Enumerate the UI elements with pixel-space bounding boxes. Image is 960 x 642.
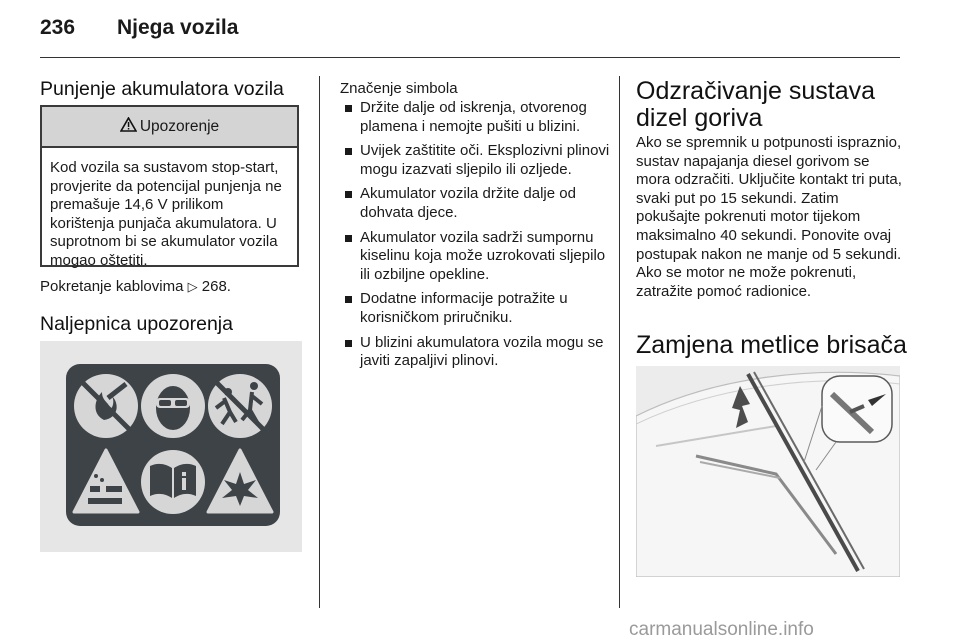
jump-start-reference — [40, 278, 231, 297]
list-item: Akumulator vozila držite dalje od dohvata djece. — [340, 185, 610, 222]
warning-title: Upozorenje — [139, 117, 220, 135]
page-reference-icon: ▷ — [187, 279, 198, 294]
jump-start-text: Pokretanje kablovima — [40, 278, 184, 295]
page-number: 236 — [40, 16, 76, 39]
no-flames-icon — [74, 374, 138, 438]
list-item: Dodatne informacije potražite u korisničkom priručniku. — [340, 290, 610, 327]
diesel-bleeding-text: Ako se spremnik u potpunosti ispraznio, sustav napajanja diesel gorivom se mora odzračiti. Uključite kontakt tri puta, svaki put po 15 sekundi. Zatim pokušajte pokrenuti motor tijekom maksimalno 40 sekundi. Ponovite ovaj postupak nakon ne manje od 5 sekundi. Ako se motor ne može pokrenuti, zatražite pomoć radionice. — [636, 134, 902, 300]
column-divider-right — [619, 76, 620, 608]
header-rule — [40, 57, 900, 58]
warning-text: Kod vozila sa sustavom stop-start, provjerite da potencijal punjenja ne premašuje 14,6 V prilikom korištenja punjača akumulatora. U suprotnom bi se akumulator vozila mogao oštetiti. — [50, 159, 282, 269]
read-manual-icon — [141, 450, 205, 514]
section-title-battery-charging: Punjenje akumulatora vozila — [40, 78, 284, 100]
section-title-warning-label: Naljepnica upozorenja — [40, 313, 233, 335]
explosion-warning-icon — [208, 450, 272, 512]
eye-protection-icon — [141, 374, 205, 438]
list-item: Akumulator vozila sadrži sumpornu kiselinu koja može uzrokovati sljepilo ili ozbiljne opekline. — [340, 229, 610, 285]
symbol-meaning-heading: Značenje simbola — [340, 80, 458, 97]
jump-start-page-link[interactable]: 268. — [201, 278, 231, 295]
list-item: Uvijek zaštitite oči. Eksplozivni plinovi mogu izazvati sljepilo ili ozljede. — [340, 142, 610, 179]
warning-label-plate — [66, 364, 280, 526]
wiper-blade-replacement-illustration — [636, 366, 900, 577]
warning-label-illustration — [40, 341, 302, 552]
list-item: Držite dalje od iskrenja, otvorenog plamena i nemojte pušiti u blizini. — [340, 99, 610, 136]
chapter-title: Njega vozila — [117, 16, 239, 39]
section-title-wiper-replacement: Zamjena metlice brisača — [636, 331, 907, 359]
column-divider-left — [319, 76, 320, 608]
warning-header — [42, 107, 297, 148]
list-item: U blizini akumulatora vozila mogu se javiti zapaljivi plinovi. — [340, 334, 610, 371]
watermark: carmanualsonline.info — [629, 619, 814, 640]
keep-children-away-icon — [208, 374, 272, 438]
section-title-diesel-bleeding: Odzračivanje sustava dizel goriva — [636, 77, 876, 132]
warning-box — [40, 105, 299, 267]
warning-triangle-icon — [120, 117, 137, 137]
symbol-meaning-list — [340, 99, 610, 377]
acid-warning-icon — [74, 450, 138, 512]
